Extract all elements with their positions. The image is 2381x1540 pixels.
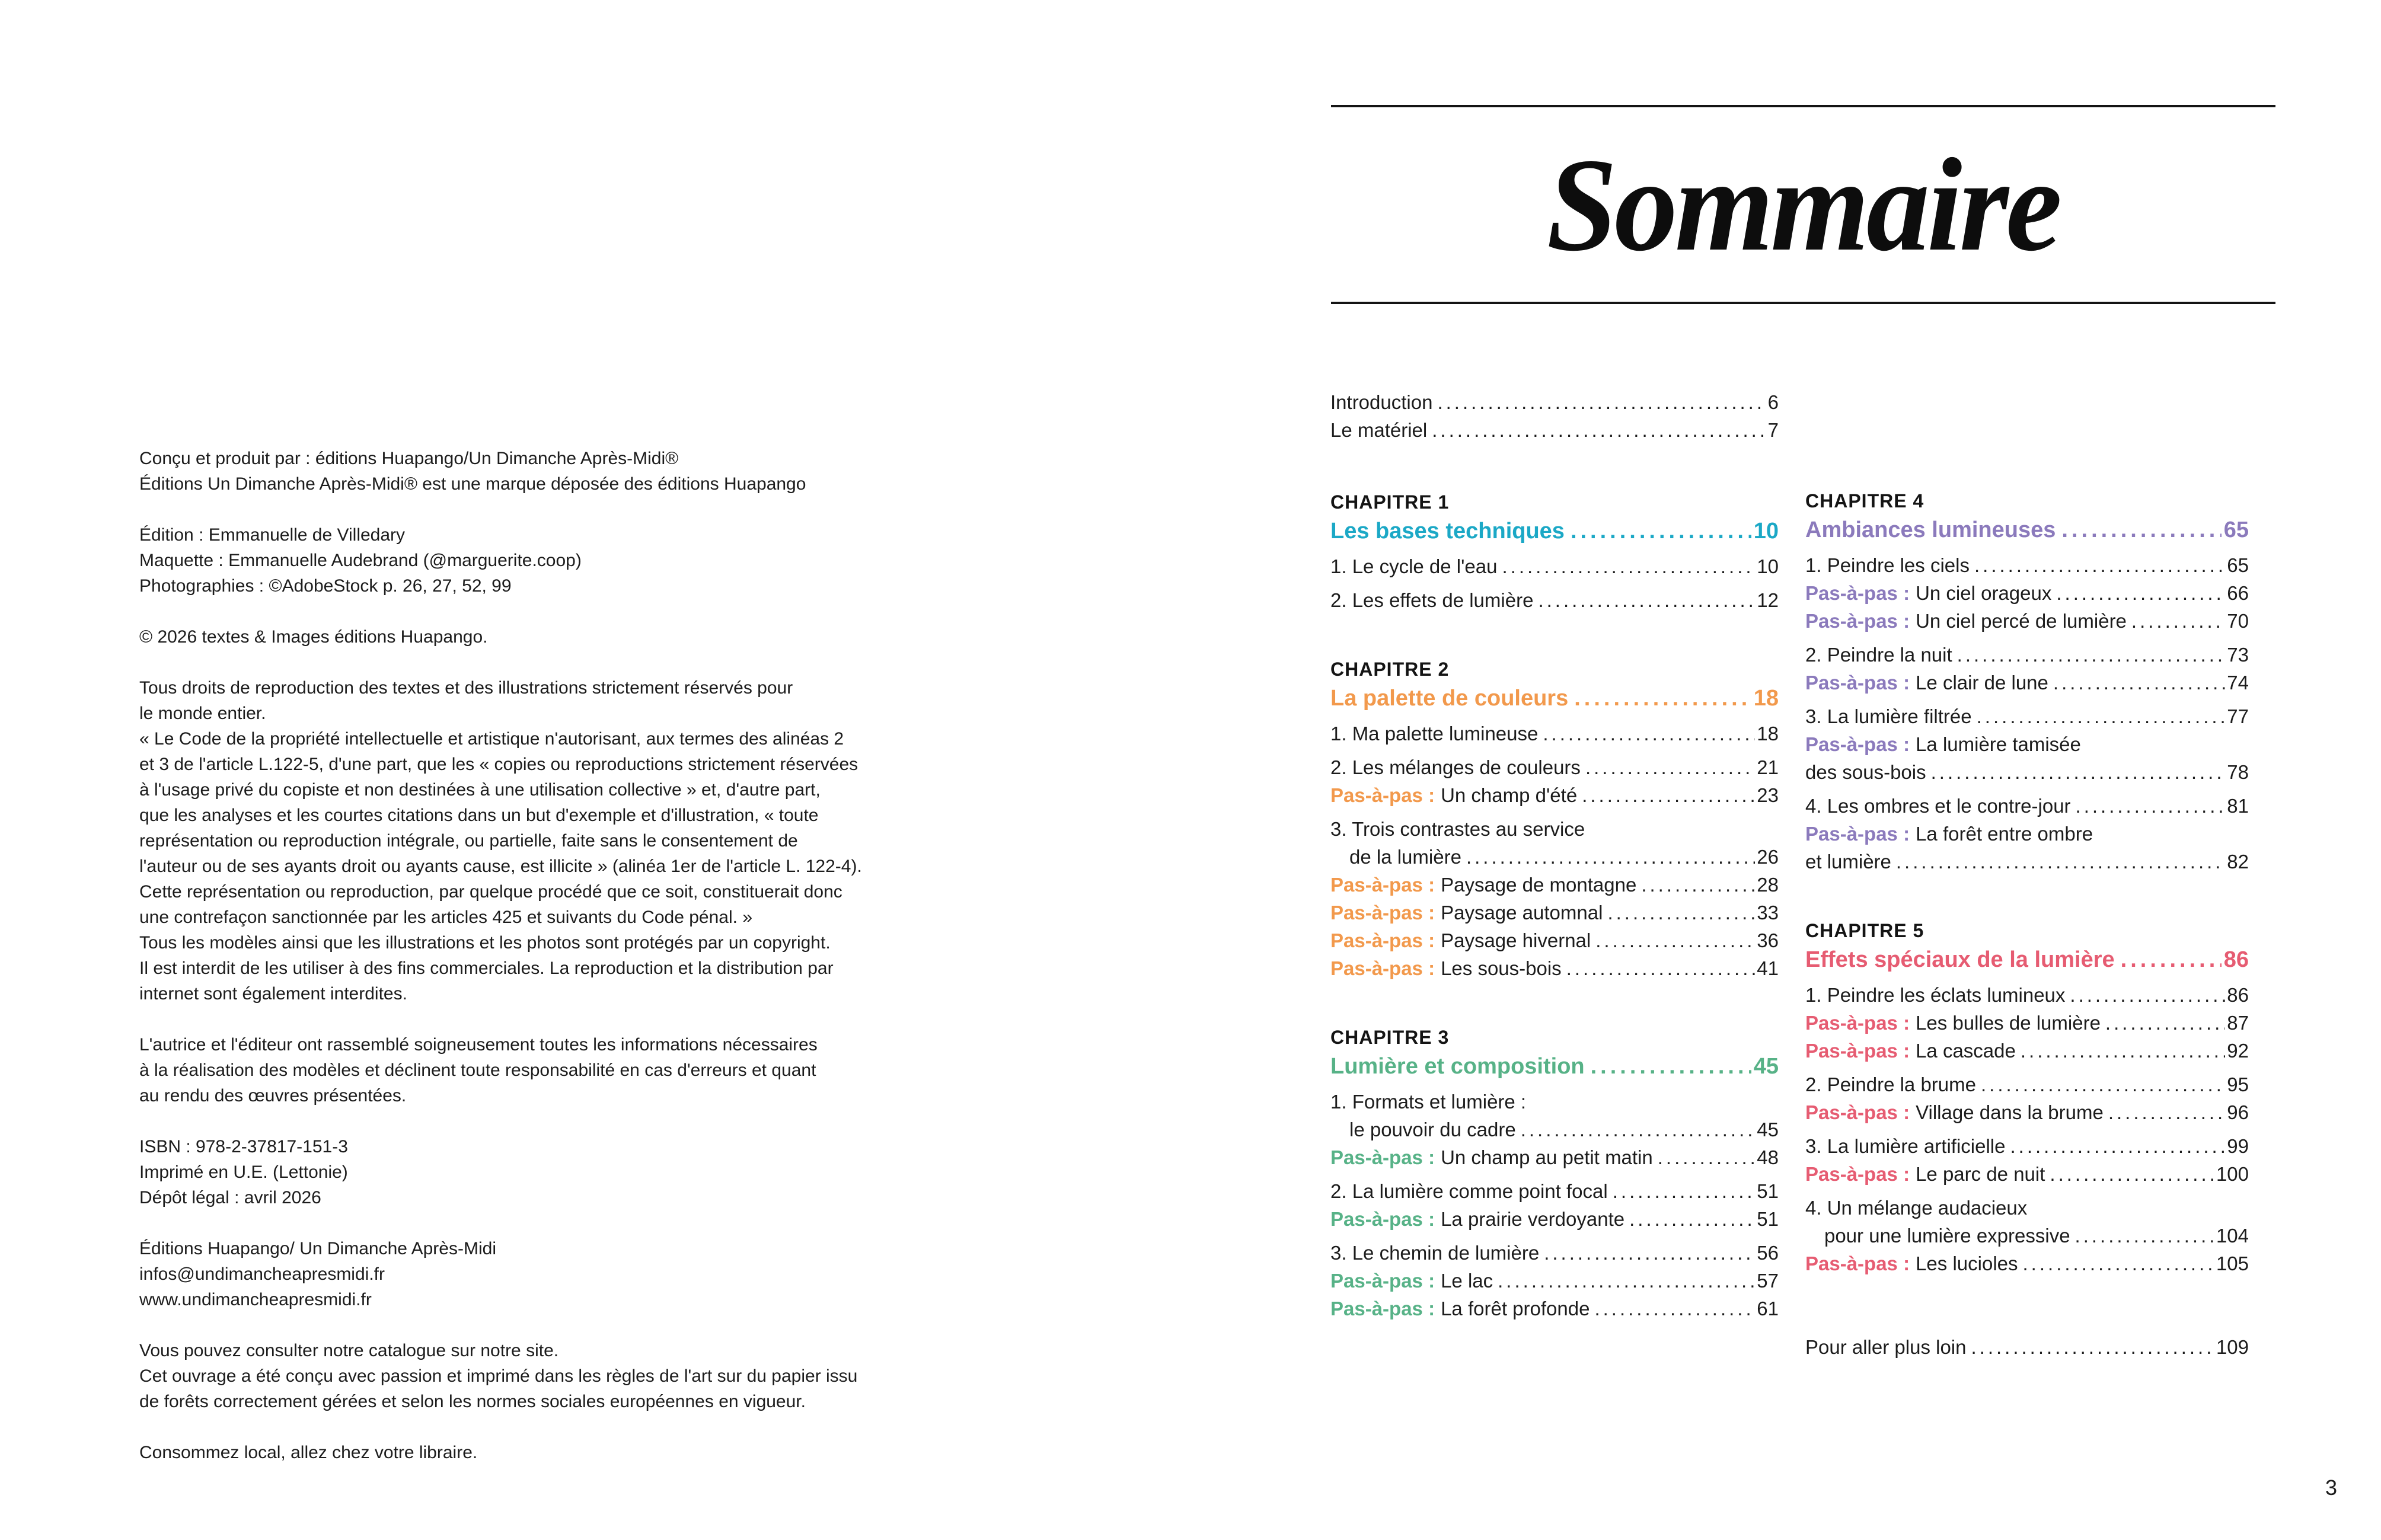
- entry-text: La prairie verdoyante: [1441, 1208, 1625, 1230]
- entry-text: Un ciel percé de lumière: [1916, 610, 2127, 632]
- chapter-title-row: [1330, 516, 1779, 547]
- imprint-paragraph: ISBN : 978-2-37817-151-3 Imprimé en U.E. (Lettonie) Dépôt légal : avril 2026: [139, 1137, 348, 1207]
- dot-leader: [1896, 848, 2225, 876]
- toc-entry: [1330, 753, 1779, 781]
- dot-leader: [2061, 515, 2221, 545]
- pas-a-pas-label: Pas-à-pas :: [1330, 1270, 1435, 1292]
- entry-text: Un ciel orageux: [1916, 582, 2052, 604]
- entry-page: 21: [1757, 756, 1779, 778]
- entry-page: 18: [1757, 723, 1779, 745]
- chapter-number-label: CHAPITRE 3: [1330, 1027, 1450, 1048]
- toc-chapter: [1805, 917, 2249, 1277]
- entry-text: Paysage hivernal: [1441, 929, 1591, 951]
- dot-leader: [1974, 551, 2225, 579]
- toc-entry-pas: [1330, 1295, 1779, 1322]
- chapter-title: Effets spéciaux de la lumière: [1805, 947, 2115, 972]
- toc-entry-pas: [1330, 926, 1779, 954]
- entry-text: Paysage de montagne: [1441, 874, 1637, 896]
- entry-text: 1. Peindre les éclats lumineux: [1805, 984, 2066, 1006]
- dot-leader: [1931, 758, 2226, 786]
- entry-page: 28: [1757, 874, 1779, 896]
- page-number: 3: [2325, 1475, 2338, 1500]
- entry-text: Les lucioles: [1916, 1253, 2018, 1274]
- toc-entry-further: [1805, 1333, 2249, 1361]
- pas-a-pas-label: Pas-à-pas :: [1805, 1012, 1910, 1034]
- dot-leader: [1629, 1205, 1755, 1233]
- toc-entry: [1805, 1132, 2249, 1160]
- pas-a-pas-label: Pas-à-pas :: [1330, 929, 1435, 951]
- dot-leader: [1432, 416, 1766, 444]
- toc-entry-pas: [1805, 607, 2249, 635]
- entry-page: 26: [1757, 846, 1779, 868]
- entry-text: 4. Les ombres et le contre-jour: [1805, 795, 2071, 817]
- toc-entry: [1805, 1222, 2249, 1250]
- entry-text: 3. Trois contrastes au service: [1330, 818, 1585, 840]
- toc-chapter: [1330, 488, 1779, 614]
- toc-entry: [1330, 843, 1779, 871]
- pas-a-pas-label: Pas-à-pas :: [1330, 1298, 1435, 1319]
- dot-leader: [2023, 1250, 2214, 1277]
- pas-a-pas-label: Pas-à-pas :: [1805, 1040, 1910, 1062]
- pas-a-pas-label: Pas-à-pas :: [1805, 1253, 1910, 1274]
- entry-page: 10: [1757, 555, 1779, 577]
- entry-text: Le clair de lune: [1916, 672, 2048, 694]
- imprint-paragraph: Consommez local, allez chez votre libraire.: [139, 1443, 478, 1462]
- dot-leader: [2050, 1160, 2214, 1188]
- entry-page: 77: [2227, 705, 2249, 727]
- toc-entry: [1805, 641, 2249, 669]
- dot-leader: [2076, 792, 2226, 820]
- dot-leader: [1977, 702, 2226, 730]
- dot-leader: [2010, 1132, 2225, 1160]
- entry-text: 2. Les mélanges de couleurs: [1330, 756, 1581, 778]
- chapter-page: 65: [2223, 517, 2249, 542]
- toc-entry: [1330, 416, 1779, 444]
- pas-a-pas-label: Pas-à-pas :: [1330, 784, 1435, 806]
- entry-text: de la lumière: [1349, 846, 1461, 868]
- entry-page: 48: [1757, 1146, 1779, 1168]
- entry-text: et lumière: [1805, 851, 1891, 873]
- toc-entry: [1805, 551, 2249, 579]
- chapter-page: 86: [2223, 947, 2249, 972]
- entry-page: 12: [1757, 589, 1779, 611]
- pas-a-pas-label: Pas-à-pas :: [1805, 1101, 1910, 1123]
- dot-leader: [2021, 1037, 2225, 1065]
- chapter-title-row: [1330, 683, 1779, 714]
- entry-text: Les bulles de lumière: [1916, 1012, 2101, 1034]
- imprint-paragraph: Vous pouvez consulter notre catalogue sur notre site. Cet ouvrage a été conçu avec passion et imprimé dans les règles de l'art sur du papier issu de forêts correctement gérées et selon les normes sociales européennes en vigueur.: [139, 1341, 858, 1411]
- entry-page: 70: [2227, 610, 2249, 632]
- toc-entry: [1805, 981, 2249, 1009]
- toc-entry: [1805, 1194, 2249, 1222]
- entry-text: des sous-bois: [1805, 761, 1926, 783]
- dot-leader: [2108, 1098, 2225, 1126]
- chapter-title-row: [1805, 944, 2249, 975]
- dot-leader: [2105, 1009, 2225, 1037]
- toc-chapter: [1805, 487, 2249, 876]
- entry-text: 1. Le cycle de l'eau: [1330, 555, 1498, 577]
- dot-leader: [1521, 1116, 1756, 1143]
- toc-entry-pas: [1805, 1098, 2249, 1126]
- toc-entry: [1330, 1088, 1779, 1116]
- dot-leader: [1574, 683, 1751, 714]
- toc-entry: [1330, 720, 1779, 747]
- entry-page: 95: [2227, 1073, 2249, 1095]
- dot-leader: [1981, 1071, 2225, 1098]
- toc-entry-pas: [1805, 1009, 2249, 1037]
- dot-leader: [1543, 720, 1755, 747]
- entry-text: Introduction: [1330, 391, 1433, 413]
- toc-entry-pas: [1805, 669, 2249, 696]
- page-title: Sommaire: [1547, 130, 2060, 279]
- toc-entry-pas: [1330, 871, 1779, 899]
- toc-entry-pas: [1330, 899, 1779, 926]
- pas-a-pas-label: Pas-à-pas :: [1330, 874, 1435, 896]
- dot-leader: [1566, 954, 1756, 982]
- entry-text: 3. Le chemin de lumière: [1330, 1242, 1540, 1264]
- entry-page: 56: [1757, 1242, 1779, 1264]
- entry-page: 78: [2227, 761, 2249, 783]
- toc-entry: [1330, 552, 1779, 580]
- chapter-title: La palette de couleurs: [1330, 686, 1569, 711]
- toc-entry-pas: [1805, 1250, 2249, 1277]
- imprint-paragraph: © 2026 textes & Images éditions Huapango.: [139, 627, 488, 647]
- dot-leader: [1591, 1051, 1751, 1082]
- entry-page: 99: [2227, 1135, 2249, 1157]
- dot-leader: [1971, 1333, 2214, 1361]
- toc-entry: [1805, 792, 2249, 820]
- chapter-title: Lumière et composition: [1330, 1054, 1585, 1079]
- toc-entry-pas: [1330, 1267, 1779, 1295]
- entry-text: 1. Ma palette lumineuse: [1330, 723, 1539, 745]
- toc-entry: [1330, 1177, 1779, 1205]
- entry-page: 100: [2216, 1163, 2249, 1185]
- entry-page: 61: [1757, 1298, 1779, 1319]
- entry-page: 92: [2227, 1040, 2249, 1062]
- toc-intro-list: [1330, 388, 1779, 444]
- entry-page: 57: [1757, 1270, 1779, 1292]
- pas-a-pas-label: Pas-à-pas :: [1805, 733, 1910, 755]
- entry-text: 2. Peindre la brume: [1805, 1073, 1976, 1095]
- entry-page: 51: [1757, 1208, 1779, 1230]
- entry-page: 73: [2227, 644, 2249, 666]
- entry-page: 81: [2227, 795, 2249, 817]
- dot-leader: [1658, 1143, 1756, 1171]
- entry-text: 4. Un mélange audacieux: [1805, 1197, 2028, 1219]
- entry-page: 105: [2216, 1253, 2249, 1274]
- toc-entry-pas: [1330, 781, 1779, 809]
- toc-entry: [1330, 388, 1779, 416]
- toc-entry-pas: [1805, 1037, 2249, 1065]
- dot-leader: [1585, 753, 1755, 781]
- imprint-paragraph: Conçu et produit par : éditions Huapango/Un Dimanche Après-Midi® Éditions Un Dimanche Après-Midi® est une marque déposée des éditions Huapango: [139, 449, 806, 494]
- entry-page: 74: [2227, 672, 2249, 694]
- toc-entry-pas: [1805, 1160, 2249, 1188]
- chapter-title: Les bases techniques: [1330, 519, 1565, 544]
- entry-text: 2. Les effets de lumière: [1330, 589, 1534, 611]
- entry-page: 109: [2216, 1336, 2249, 1358]
- pas-a-pas-label: Pas-à-pas :: [1805, 823, 1910, 845]
- dot-leader: [2056, 579, 2225, 607]
- entry-text: Un champ au petit matin: [1441, 1146, 1653, 1168]
- imprint-block: [139, 446, 910, 1491]
- toc-entry: [1805, 848, 2249, 876]
- toc-chapter: [1330, 656, 1779, 982]
- chapter-number-label: CHAPITRE 5: [1805, 920, 1924, 941]
- entry-page: 51: [1757, 1180, 1779, 1202]
- chapter-entries: [1330, 720, 1779, 982]
- dot-leader: [2053, 669, 2225, 696]
- entry-text: le pouvoir du cadre: [1349, 1119, 1516, 1140]
- sommaire-header: [1331, 105, 2275, 304]
- entry-text: 2. La lumière comme point focal: [1330, 1180, 1608, 1202]
- entry-page: 23: [1757, 784, 1779, 806]
- entry-text: 1. Peindre les ciels: [1805, 554, 1970, 576]
- dot-leader: [2070, 981, 2225, 1009]
- imprint-paragraph: Éditions Huapango/ Un Dimanche Après-Midi infos@undimancheapresmidi.fr www.undimancheapresmidi.fr: [139, 1239, 496, 1309]
- entry-page: 41: [1757, 957, 1779, 979]
- entry-text: Le matériel: [1330, 419, 1428, 441]
- dot-leader: [1538, 586, 1755, 614]
- entry-text: 3. La lumière artificielle: [1805, 1135, 2006, 1157]
- pas-a-pas-label: Pas-à-pas :: [1805, 582, 1910, 604]
- dot-leader: [1595, 926, 1755, 954]
- pas-a-pas-label: Pas-à-pas :: [1805, 610, 1910, 632]
- chapter-title-row: [1330, 1051, 1779, 1082]
- entry-page: 104: [2216, 1225, 2249, 1247]
- chapter-number-label: CHAPITRE 2: [1330, 659, 1450, 680]
- toc-entry: [1805, 758, 2249, 786]
- entry-text: Un champ d'été: [1441, 784, 1578, 806]
- dot-leader: [1544, 1239, 1755, 1267]
- chapter-title: Ambiances lumineuses: [1805, 517, 2056, 542]
- entry-text: Village dans la brume: [1916, 1101, 2104, 1123]
- entry-page: 65: [2227, 554, 2249, 576]
- imprint-paragraph: Tous droits de reproduction des textes et des illustrations strictement réservés pour le monde entier. « Le Code de la propriété intellectuelle et artistique n'autorisant, aux termes des alinéas 2 et 3 de l'article L.122-5, d'une part, que les « copies ou reproductions strictement réservées à l'usage privé du copiste et non destinées à une utilisation collective » et, d'autre part, que les analyses et les courtes citations dans un but d'exemple et d'illustration, « toute représentation ou reproduction intégrale, ou partielle, faite sans le consentement de l'auteur ou de ses ayants droit ou ayants cause, est illicite » (alinéa 1er de l'article L. 122-4). Cette représentation ou reproduction, par quelque procédé que ce soit, constituerait donc une contrefaçon sanctionnée par les articles 425 et suivants du Code pénal. » Tous les modèles ainsi que les illustrations et les photos sont protégés par un copyright. Il est interdit de les utiliser à des fins commerciales. La reproduction et la distribution par internet sont également interdites.: [139, 678, 862, 1004]
- entry-text: 1. Formats et lumière :: [1330, 1091, 1527, 1113]
- entry-text: Pour aller plus loin: [1805, 1336, 1967, 1358]
- chapter-entries: [1330, 552, 1779, 614]
- toc-entry-pas: [1330, 1205, 1779, 1233]
- entry-page: 33: [1757, 902, 1779, 924]
- toc-entry: [1330, 1116, 1779, 1143]
- dot-leader: [1498, 1267, 1755, 1295]
- dot-leader: [1957, 641, 2226, 669]
- chapter-page: 18: [1753, 686, 1779, 711]
- chapter-title-row: [1805, 515, 2249, 545]
- toc-entry-pas: [1330, 954, 1779, 982]
- dot-leader: [1582, 781, 1755, 809]
- dot-leader: [1502, 552, 1755, 580]
- entry-page: 66: [2227, 582, 2249, 604]
- toc-column-2: [1805, 487, 2249, 1361]
- imprint-paragraph: Édition : Emmanuelle de Villedary Maquette : Emmanuelle Audebrand (@marguerite.coop) Photographies : ©AdobeStock p. 26, 27, 52, 99: [139, 525, 582, 596]
- toc-entry-pas: [1330, 1143, 1779, 1171]
- pas-a-pas-label: Pas-à-pas :: [1330, 1208, 1435, 1230]
- pas-a-pas-label: Pas-à-pas :: [1330, 902, 1435, 924]
- pas-a-pas-label: Pas-à-pas :: [1330, 957, 1435, 979]
- toc-entry: [1330, 586, 1779, 614]
- toc-entry: [1330, 815, 1779, 843]
- dot-leader: [1466, 843, 1755, 871]
- dot-leader: [2131, 607, 2225, 635]
- toc-chapter: [1330, 1024, 1779, 1322]
- toc-entry: [1330, 1239, 1779, 1267]
- entry-text: 2. Peindre la nuit: [1805, 644, 1952, 666]
- entry-page: 36: [1757, 929, 1779, 951]
- entry-text: La forêt profonde: [1441, 1298, 1590, 1319]
- entry-page: 45: [1757, 1119, 1779, 1140]
- chapter-entries: [1330, 1088, 1779, 1322]
- chapter-number-label: CHAPITRE 4: [1805, 490, 1924, 512]
- toc-column-1: [1330, 488, 1779, 1322]
- pas-a-pas-label: Pas-à-pas :: [1330, 1146, 1435, 1168]
- entry-text: Paysage automnal: [1441, 902, 1603, 924]
- chapter-entries: [1805, 981, 2249, 1277]
- dot-leader: [2121, 944, 2222, 975]
- imprint-paragraph: L'autrice et l'éditeur ont rassemblé soigneusement toutes les informations nécessaires à la réalisation des modèles et déclinent toute responsabilité en cas d'erreurs et quant au rendu des œuvres présentées.: [139, 1035, 818, 1106]
- entry-text: Le lac: [1441, 1270, 1493, 1292]
- entry-page: 86: [2227, 984, 2249, 1006]
- dot-leader: [1607, 899, 1755, 926]
- entry-text: La cascade: [1916, 1040, 2016, 1062]
- entry-page: 7: [1767, 419, 1779, 441]
- chapter-page: 45: [1753, 1054, 1779, 1079]
- entry-text: Le parc de nuit: [1916, 1163, 2045, 1185]
- entry-text: 3. La lumière filtrée: [1805, 705, 1972, 727]
- dot-leader: [1641, 871, 1755, 899]
- entry-page: 6: [1767, 391, 1779, 413]
- toc-entry-pas: [1805, 579, 2249, 607]
- entry-page: 82: [2227, 851, 2249, 873]
- toc-entry: [1805, 702, 2249, 730]
- toc-entry-pas: [1805, 820, 2249, 848]
- toc-entry-pas: [1805, 730, 2249, 758]
- dot-leader: [1437, 388, 1766, 416]
- entry-page: 87: [2227, 1012, 2249, 1034]
- pas-a-pas-label: Pas-à-pas :: [1805, 672, 1910, 694]
- pas-a-pas-label: Pas-à-pas :: [1805, 1163, 1910, 1185]
- entry-page: 96: [2227, 1101, 2249, 1123]
- dot-leader: [1571, 516, 1751, 547]
- dot-leader: [2075, 1222, 2214, 1250]
- chapter-number-label: CHAPITRE 1: [1330, 491, 1450, 513]
- dot-leader: [1594, 1295, 1755, 1322]
- entry-text: La forêt entre ombre: [1916, 823, 2093, 845]
- entry-text: La lumière tamisée: [1916, 733, 2081, 755]
- chapter-page: 10: [1753, 519, 1779, 544]
- toc-entry: [1805, 1071, 2249, 1098]
- entry-text: Les sous-bois: [1441, 957, 1562, 979]
- entry-text: pour une lumière expressive: [1824, 1225, 2070, 1247]
- dot-leader: [1613, 1177, 1756, 1205]
- chapter-entries: [1805, 551, 2249, 876]
